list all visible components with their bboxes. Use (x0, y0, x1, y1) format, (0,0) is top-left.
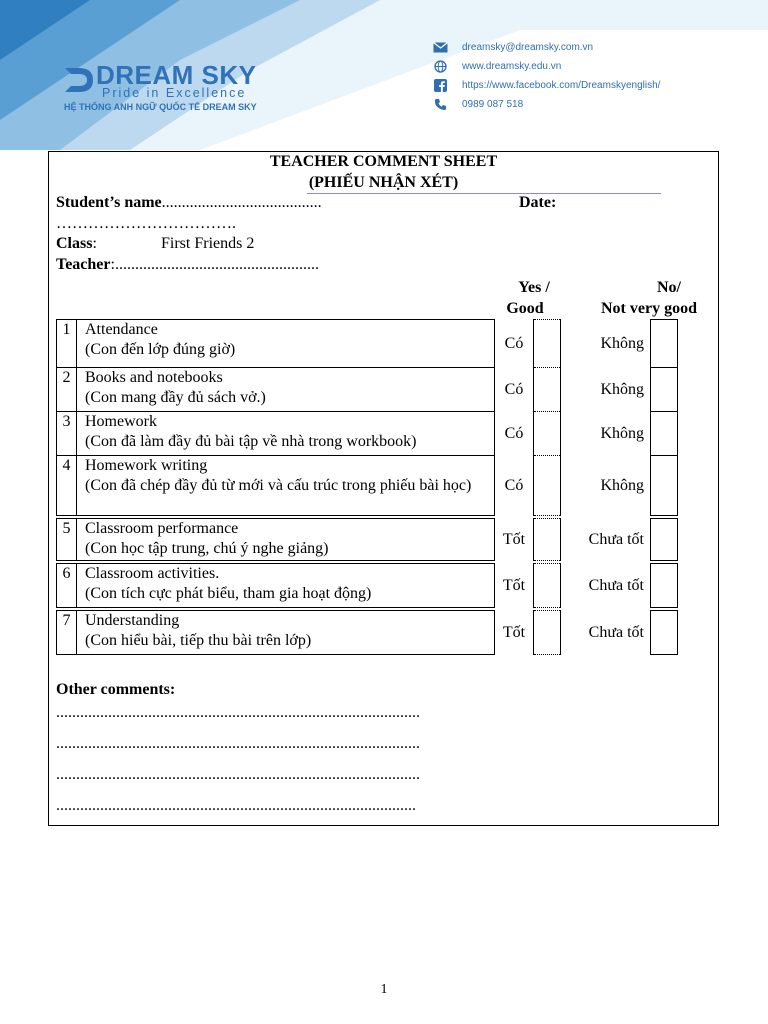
contact-website-text[interactable]: www.dreamsky.edu.vn (462, 61, 562, 72)
criteria-title: Homework writing (85, 457, 208, 474)
criteria-detail: (Con học tập trung, chú ý nghe giảng) (85, 540, 329, 557)
yes-checkbox[interactable] (534, 456, 561, 516)
yes-label: Tốt (502, 623, 526, 641)
criteria-description (77, 519, 495, 561)
comment-sheet (48, 151, 719, 826)
criteria-row (57, 320, 678, 368)
yes-checkbox[interactable] (534, 519, 561, 561)
no-header-line2: Not very good (601, 300, 697, 317)
contact-email-text[interactable]: dreamsky@dreamsky.com.vn (462, 42, 594, 53)
student-name-row[interactable] (56, 194, 322, 212)
yes-label: Tốt (502, 576, 526, 594)
no-checkbox[interactable] (651, 368, 678, 412)
sheet-title: TEACHER COMMENT SHEET (269, 153, 498, 170)
sheet-subtitle: (PHIẾU NHẬN XÉT) (308, 174, 459, 191)
no-label: Không (600, 334, 644, 352)
criteria-description (77, 320, 495, 368)
yes-label: Tốt (502, 530, 526, 548)
no-label: Chưa tốt (588, 530, 644, 548)
criteria-number: 4 (57, 456, 77, 516)
criteria-title: Books and notebooks (85, 369, 223, 386)
yes-checkbox[interactable] (534, 611, 561, 655)
contact-phone-text[interactable]: 0989 087 518 (462, 99, 524, 110)
phone-icon (432, 98, 448, 112)
brand-subtitle: HỆ THỐNG ANH NGỮ QUỐC TẾ DREAM SKY (64, 102, 257, 112)
comment-line[interactable]: .......................................................................................... (56, 797, 416, 814)
criteria-title: Classroom activities. (85, 565, 220, 582)
no-label: Không (600, 380, 644, 398)
contact-website[interactable] (432, 57, 660, 76)
yes-checkbox[interactable] (534, 412, 561, 456)
yes-header-line1: Yes / (518, 279, 550, 296)
criteria-description (77, 412, 495, 456)
student-name-label: Student’s name (56, 194, 162, 211)
criteria-row (57, 368, 678, 412)
criteria-row (57, 456, 678, 516)
globe-icon (432, 60, 448, 74)
comment-line[interactable]: ........................................................................................... (56, 735, 420, 752)
criteria-description (77, 456, 495, 516)
contact-phone[interactable] (432, 95, 660, 114)
yes-checkbox[interactable] (534, 368, 561, 412)
no-label: Không (600, 476, 644, 494)
no-checkbox[interactable] (651, 519, 678, 561)
criteria-number: 6 (57, 564, 77, 608)
no-header (589, 277, 709, 319)
logo-mark-icon (63, 64, 95, 96)
class-colon: : (92, 235, 97, 252)
yes-checkbox[interactable] (534, 564, 561, 608)
criteria-description (77, 564, 495, 608)
yes-checkbox[interactable] (534, 320, 561, 368)
criteria-description (77, 368, 495, 412)
criteria-number: 2 (57, 368, 77, 412)
criteria-row (57, 564, 678, 608)
contact-facebook-text[interactable]: https://www.facebook.com/Dreamskyenglish/ (462, 80, 661, 91)
no-label: Không (600, 424, 644, 442)
yes-label: Có (504, 380, 524, 398)
no-checkbox[interactable] (651, 412, 678, 456)
class-value: First Friends 2 (161, 235, 255, 252)
criteria-detail: (Con tích cực phát biểu, tham gia hoạt động) (85, 585, 372, 602)
criteria-detail: (Con hiểu bài, tiếp thu bài trên lớp) (85, 632, 312, 649)
criteria-number: 7 (57, 611, 77, 655)
comment-line[interactable]: ........................................................................................... (56, 704, 420, 721)
title-underline (307, 193, 661, 194)
criteria-detail: (Con đến lớp đúng giờ) (85, 341, 236, 358)
other-comments-label: Other comments: (56, 681, 176, 698)
contact-list (432, 38, 660, 114)
criteria-number: 1 (57, 320, 77, 368)
teacher-label: Teacher (56, 256, 111, 273)
yes-label: Có (504, 476, 524, 494)
yes-header (495, 277, 555, 319)
contact-facebook[interactable] (432, 76, 660, 95)
teacher-field[interactable]: :................................................... (110, 256, 319, 273)
no-label: Chưa tốt (588, 576, 644, 594)
brand-tagline: Pride in Excellence (102, 86, 247, 100)
criteria-number: 3 (57, 412, 77, 456)
criteria-detail: (Con mang đầy đủ sách vở.) (85, 389, 266, 406)
date-label: Date: (519, 194, 557, 211)
page-number: 1 (380, 982, 388, 997)
criteria-description (77, 611, 495, 655)
criteria-detail: (Con đã làm đầy đủ bài tập về nhà trong workbook) (85, 433, 417, 450)
criteria-row (57, 611, 678, 655)
class-row (56, 235, 97, 253)
no-checkbox[interactable] (651, 564, 678, 608)
facebook-icon (432, 79, 448, 93)
criteria-row (57, 519, 678, 561)
criteria-title: Classroom performance (85, 520, 239, 537)
comment-line[interactable]: ........................................................................................... (56, 766, 420, 783)
yes-label: Có (504, 334, 524, 352)
criteria-title: Understanding (85, 612, 180, 629)
criteria-title: Homework (85, 413, 157, 430)
criteria-detail: (Con đã chép đầy đủ từ mới và cấu trúc trong phiếu bài học) (85, 477, 472, 494)
class-label: Class (56, 235, 93, 252)
contact-email[interactable] (432, 38, 660, 57)
no-checkbox[interactable] (651, 320, 678, 368)
yes-header-line2: Good (506, 300, 544, 317)
criteria-row (57, 412, 678, 456)
brand-name: DREAM SKY (96, 60, 257, 90)
criteria-table (56, 319, 678, 655)
criteria-number: 5 (57, 519, 77, 561)
criteria-title: Attendance (85, 321, 158, 338)
email-icon (432, 41, 448, 55)
no-checkbox[interactable] (651, 611, 678, 655)
student-name-field[interactable]: ........................................ (161, 194, 322, 211)
no-label: Chưa tốt (588, 623, 644, 641)
yes-label: Có (504, 424, 524, 442)
no-header-line1: No/ (657, 279, 681, 296)
teacher-row[interactable] (56, 256, 319, 274)
no-checkbox[interactable] (651, 456, 678, 516)
date-field[interactable]: ……………………………. (56, 215, 236, 232)
